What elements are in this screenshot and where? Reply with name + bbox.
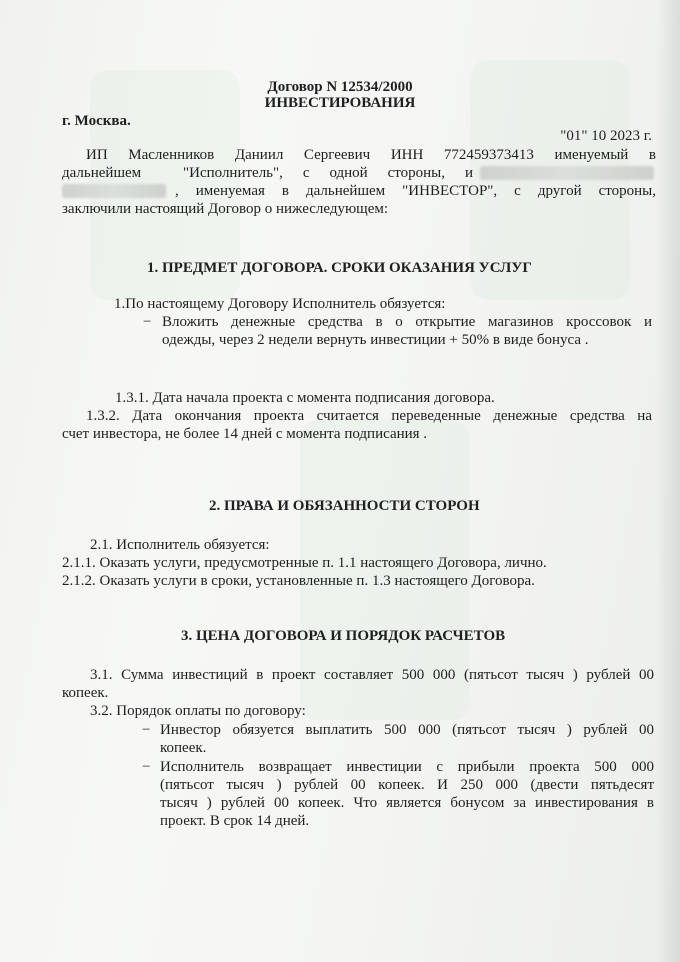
page-fold-shadow bbox=[656, 0, 680, 962]
preamble-line-4: заключили настоящий Договор о нижеследующем: bbox=[62, 201, 389, 217]
section-3-p31-line-1: 3.1. Сумма инвестиций в проект составляет 500 000 (пятьсот тысяч ) рублей 00 bbox=[90, 667, 654, 683]
section-2-p212: 2.1.2. Оказать услуги в сроки, установленные п. 1.3 настоящего Договора. bbox=[62, 573, 535, 589]
preamble-line-2b: "Исполнитель", с одной стороны, и bbox=[183, 165, 473, 181]
city: г. Москва. bbox=[62, 113, 131, 129]
contract-subtitle: ИНВЕСТИРОВАНИЯ bbox=[264, 95, 416, 111]
preamble-line-1: ИП Масленников Даниил Сергеевич ИНН 772459373413 именуемый в bbox=[86, 147, 656, 163]
preamble-line-2a: дальнейшем bbox=[62, 165, 142, 181]
section-3-bullet-2-line-2: (пятьсот тысяч ) рублей 00 копеек. И 250 000 (двести пятьдесят bbox=[160, 777, 654, 793]
dash-bullet-icon: − bbox=[143, 314, 152, 330]
section-1-p132-line-2: счет инвестора, не более 14 дней с момента подписания . bbox=[62, 426, 428, 442]
preamble-line-3: , именуемая в дальнейшем "ИНВЕСТОР", с другой стороны, bbox=[175, 183, 656, 199]
section-2-p21: 2.1. Исполнитель обязуется: bbox=[90, 537, 270, 553]
redacted-investor-name bbox=[480, 166, 654, 180]
dash-bullet-icon: − bbox=[142, 722, 151, 738]
section-1-heading: 1. ПРЕДМЕТ ДОГОВОРА. СРОКИ ОКАЗАНИЯ УСЛУГ bbox=[147, 260, 532, 276]
section-3-p31-line-2: копеек. bbox=[62, 685, 109, 701]
section-1-bullet-line-1: Вложить денежные средства в о открытие магазинов кроссовок и bbox=[162, 314, 652, 330]
section-3-heading: 3. ЦЕНА ДОГОВОРА И ПОРЯДОК РАСЧЕТОВ bbox=[181, 628, 506, 644]
section-3-p32: 3.2. Порядок оплаты по договору: bbox=[90, 703, 306, 719]
contract-date: "01" 10 2023 г. bbox=[560, 128, 652, 144]
contract-title: Договор N 12534/2000 bbox=[267, 79, 413, 95]
section-3-bullet-1-line-1: Инвестор обязуется выплатить 500 000 (пятьсот тысяч ) рублей 00 bbox=[160, 722, 654, 738]
redacted-investor-name-cont bbox=[62, 184, 166, 198]
section-1-bullet-line-2: одежды, через 2 недели вернуть инвестиции + 50% в виде бонуса . bbox=[162, 332, 589, 348]
section-3-bullet-2-line-1: Исполнитель возвращает инвестиции с прибыли проекта 500 000 bbox=[160, 759, 654, 775]
section-1-p1: 1.По настоящему Договору Исполнитель обязуется: bbox=[114, 296, 446, 312]
section-2-p211: 2.1.1. Оказать услуги, предусмотренные п. 1.1 настоящего Договора, лично. bbox=[62, 555, 547, 571]
section-1-p131: 1.3.1. Дата начала проекта с момента подписания договора. bbox=[115, 390, 495, 406]
section-3-bullet-2-line-3: тысяч ) рублей 00 копеек. Что является бонусом за инвестирования в bbox=[160, 795, 654, 811]
dash-bullet-icon: − bbox=[142, 759, 151, 775]
section-3-bullet-2-line-4: проект. В срок 14 дней. bbox=[160, 813, 310, 829]
section-1-p132-line-1: 1.3.2. Дата окончания проекта считается переведенные денежные средства на bbox=[86, 408, 652, 424]
section-3-bullet-1-line-2: копеек. bbox=[160, 740, 207, 756]
section-2-heading: 2. ПРАВА И ОБЯЗАННОСТИ СТОРОН bbox=[209, 498, 480, 514]
